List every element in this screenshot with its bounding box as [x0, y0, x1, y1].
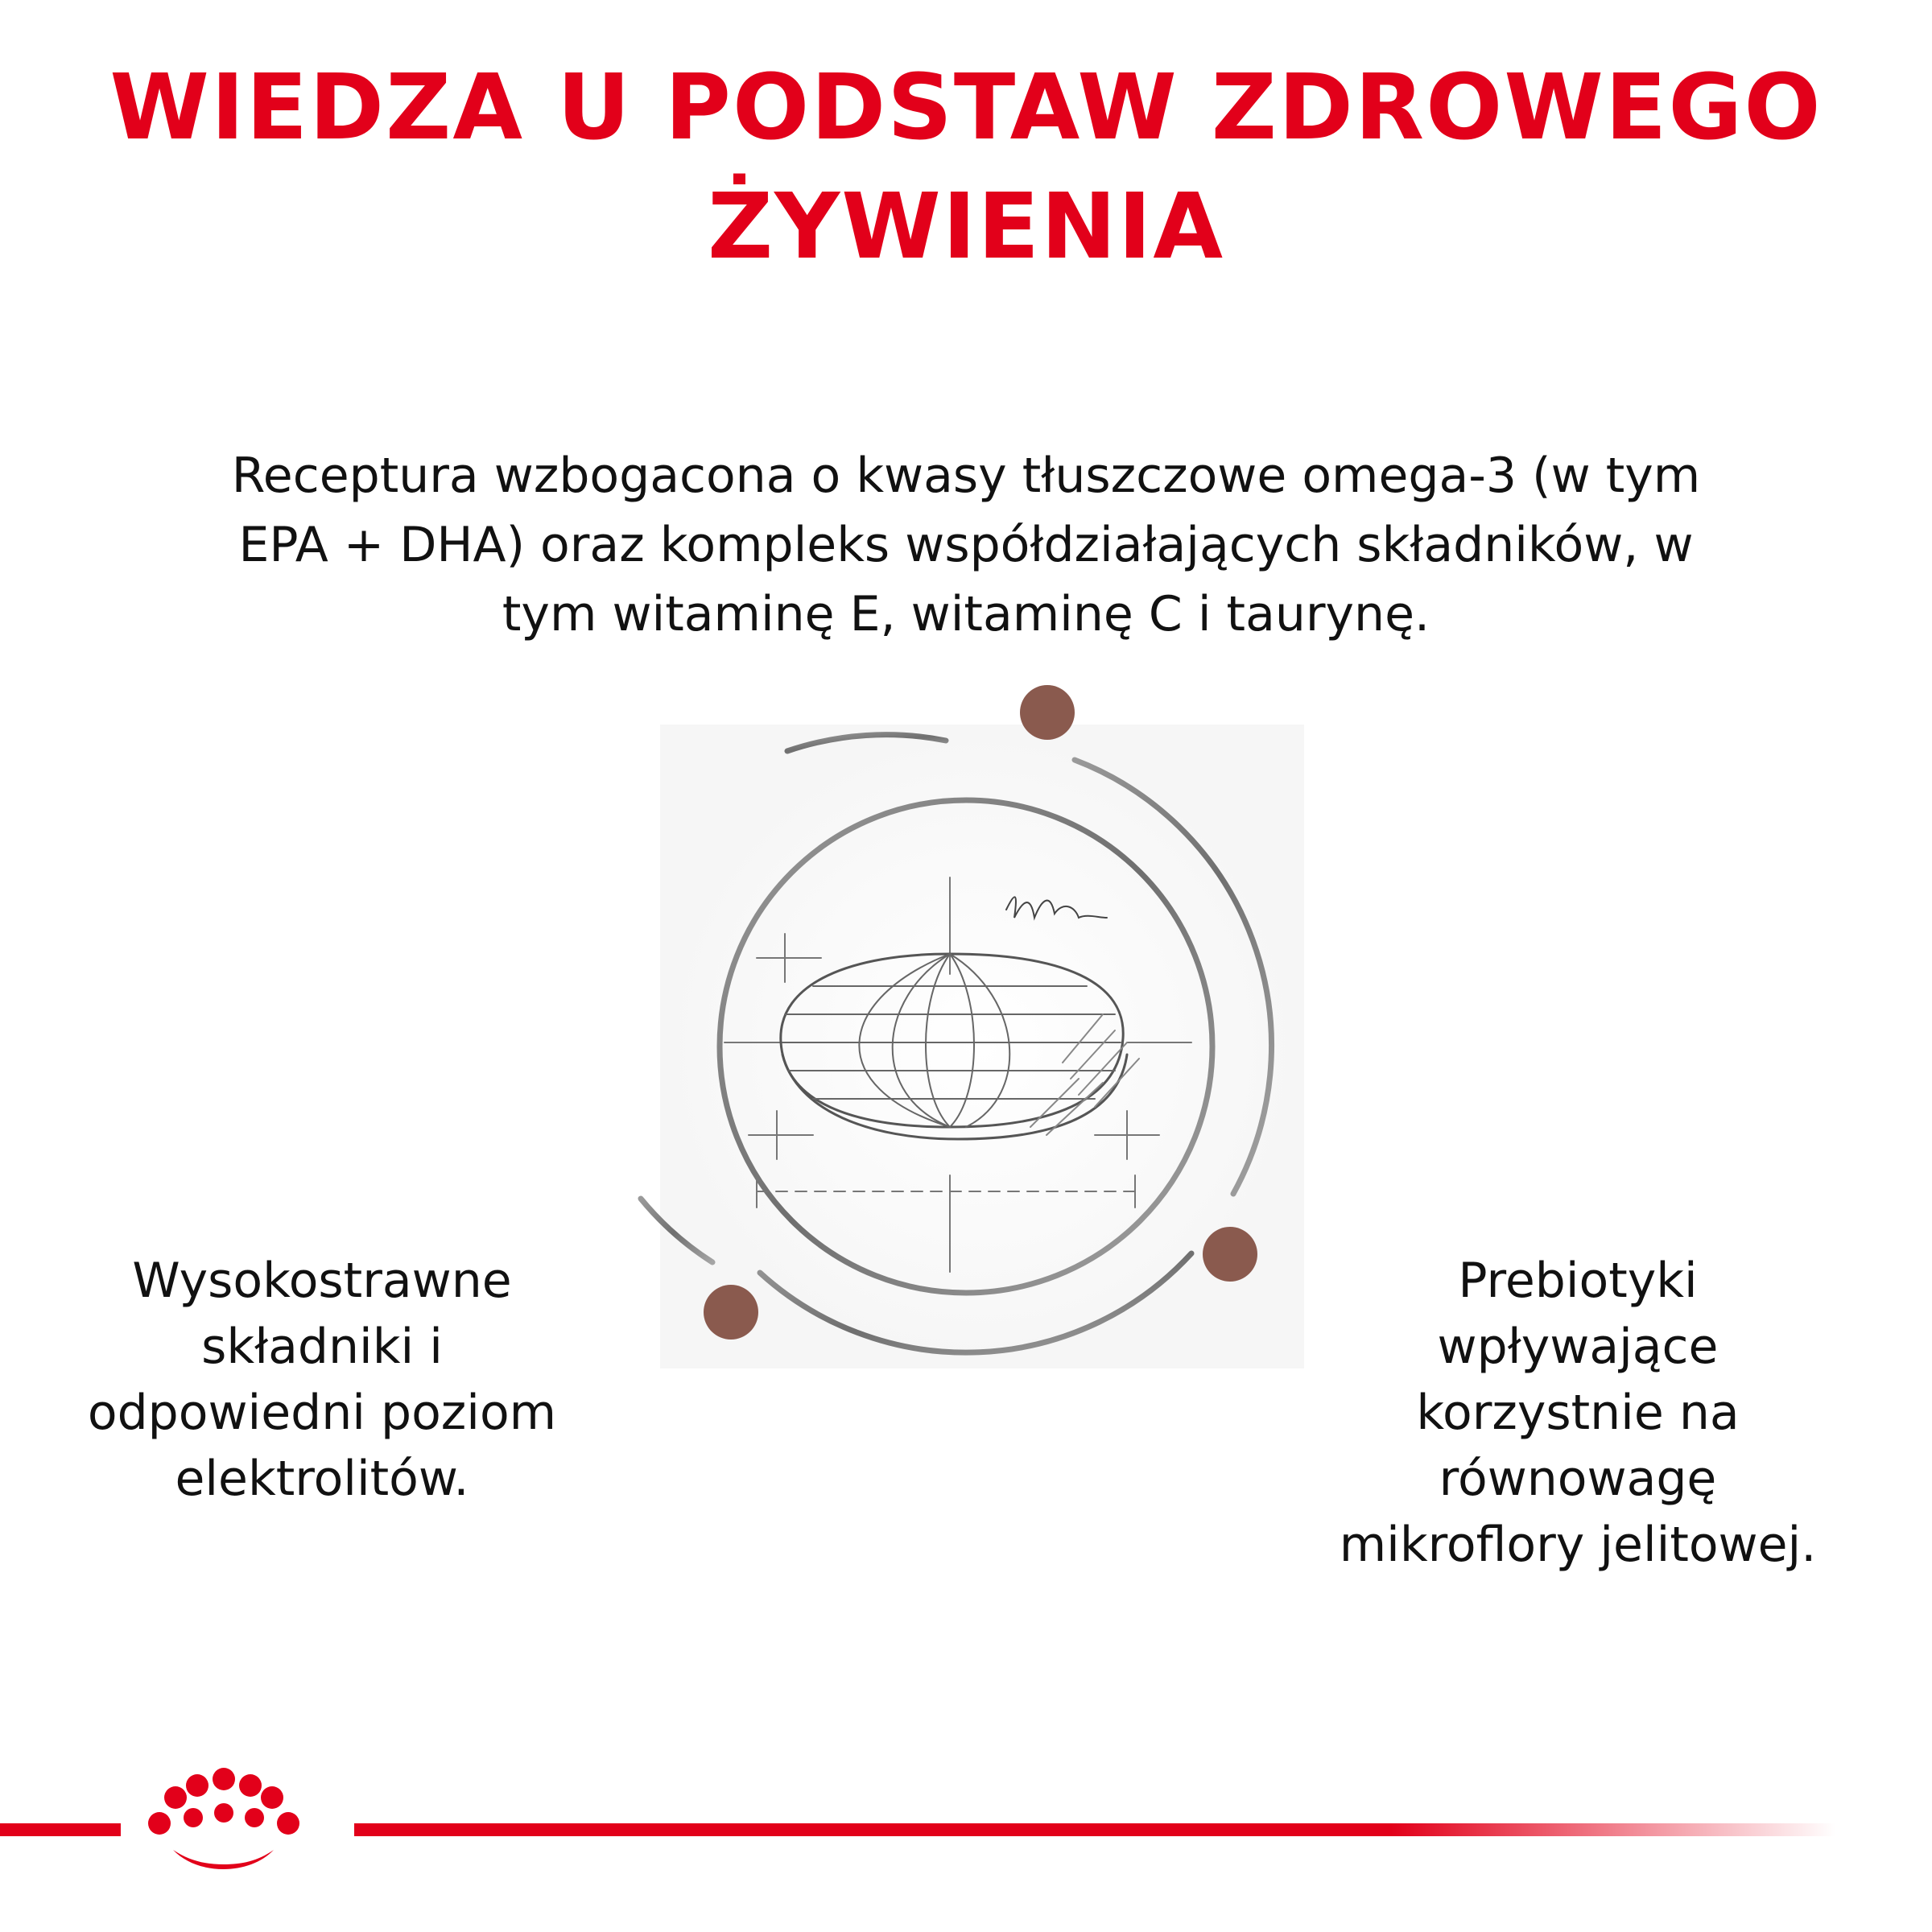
benefit-digestibility-line: odpowiedni poziom	[87, 1385, 557, 1441]
page-title-line-1: WIEDZA U PODSTAW ZDROWEGO	[109, 56, 1823, 160]
benefit-omega3-line: Receptura wzbogacona o kwasy tłuszczowe omega-3 (w tym	[231, 448, 1701, 504]
benefit-prebiotics-line: korzystnie na	[1416, 1385, 1740, 1441]
page-title-line-2: ŻYWIENIA	[707, 175, 1225, 279]
brand-bar-right	[354, 1823, 1835, 1836]
benefit-prebiotics-line: Prebiotyki	[1458, 1253, 1698, 1309]
page-title	[0, 48, 1932, 287]
footer-brand-bar	[0, 1755, 1932, 1884]
benefit-prebiotics-line: mikroflory jelitowej.	[1339, 1517, 1817, 1573]
benefit-omega3-line: EPA + DHA) oraz kompleks współdziałających składników, w	[238, 517, 1694, 573]
benefit-digestibility	[48, 1248, 596, 1512]
benefit-digestibility-line: elektrolitów.	[175, 1451, 469, 1507]
benefit-omega3	[225, 441, 1707, 649]
benefit-digestibility-line: składniki i	[201, 1319, 443, 1375]
benefit-omega3-line: tym witaminę E, witaminę C i taurynę.	[502, 586, 1430, 642]
brand-bar-left	[0, 1823, 121, 1836]
benefit-prebiotics	[1272, 1248, 1884, 1578]
dot-right	[1203, 1227, 1257, 1282]
royal-canin-crown-logo	[148, 1768, 299, 1869]
benefit-prebiotics-line: wpływające	[1437, 1319, 1719, 1375]
benefit-prebiotics-line: równowagę	[1439, 1451, 1717, 1507]
dot-left	[704, 1285, 758, 1340]
kibble-diagram	[612, 676, 1352, 1417]
benefit-digestibility-line: Wysokostrawne	[132, 1253, 512, 1309]
dot-top	[1020, 685, 1075, 740]
diagram-background	[660, 724, 1304, 1368]
